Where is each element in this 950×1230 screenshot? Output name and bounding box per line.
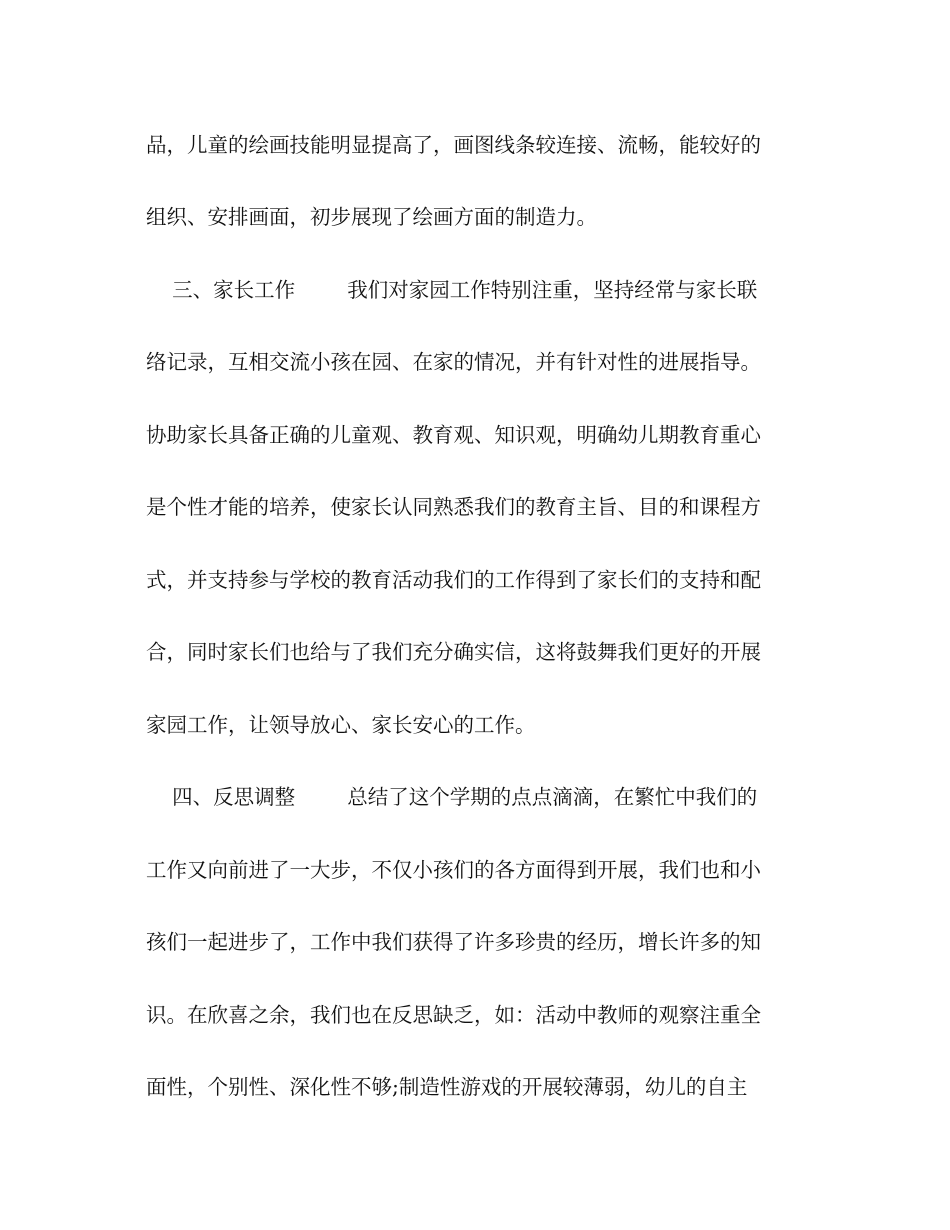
paragraph-line: 是个性才能的培养，使家长认同熟悉我们的教育主旨、目的和课程方 bbox=[146, 495, 761, 519]
paragraph-line: 四、反思调整 总结了这个学期的点点滴滴，在繁忙中我们的 bbox=[146, 785, 758, 809]
paragraph-line: 家园工作，让领导放心、家长安心的工作。 bbox=[146, 713, 536, 737]
paragraph-line: 识。在欣喜之余，我们也在反思缺乏，如：活动中教师的观察注重全 bbox=[146, 1003, 761, 1027]
paragraph-line: 组织、安排画面，初步展现了绘画方面的制造力。 bbox=[146, 205, 597, 229]
paragraph-line: 络记录，互相交流小孩在园、在家的情况，并有针对性的进展指导。 bbox=[146, 350, 761, 374]
paragraph-line: 工作又向前进了一大步，不仅小孩们的各方面得到开展，我们也和小 bbox=[146, 858, 761, 882]
paragraph-line: 协助家长具备正确的儿童观、教育观、知识观，明确幼儿期教育重心 bbox=[146, 423, 761, 447]
paragraph-line: 三、家长工作 我们对家园工作特别注重，坚持经常与家长联 bbox=[146, 278, 758, 302]
paragraph-line: 合，同时家长们也给与了我们充分确实信，这将鼓舞我们更好的开展 bbox=[146, 640, 761, 664]
paragraph-line: 孩们一起进步了，工作中我们获得了许多珍贵的经历，增长许多的知 bbox=[146, 930, 761, 954]
paragraph-line: 面性，个别性、深化性不够;制造性游戏的开展较薄弱，幼儿的自主 bbox=[146, 1075, 748, 1099]
paragraph-line: 式，并支持参与学校的教育活动我们的工作得到了家长们的支持和配 bbox=[146, 568, 761, 592]
paragraph-line: 品，儿童的绘画技能明显提高了，画图线条较连接、流畅，能较好的 bbox=[146, 133, 761, 157]
